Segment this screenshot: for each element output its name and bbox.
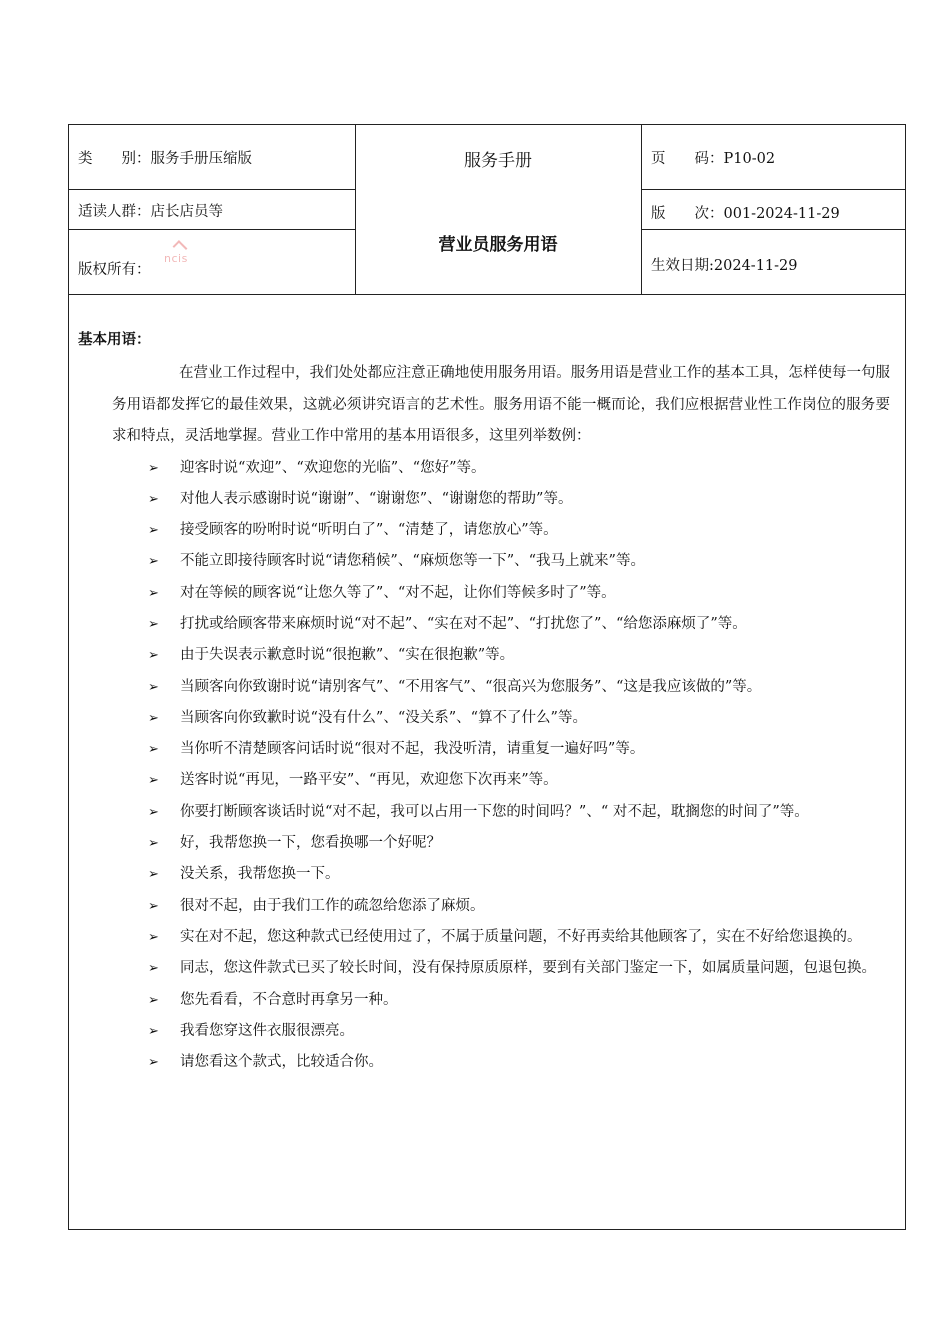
list-item (78, 672, 890, 703)
audience-field (78, 200, 223, 221)
bullet-arrow-icon: ➢ (148, 679, 159, 695)
list-item-text: 同志，您这件款式已买了较长时间，没有保持原质原样，要到有关部门鉴定一下，如属质量问题，包退包换。 (180, 960, 876, 977)
category-value: 服务手册压缩版 (150, 151, 252, 167)
copyright-field (78, 258, 151, 279)
document-subtitle: 营业员服务用语 (438, 235, 558, 255)
version-label: 版 次： (651, 206, 724, 222)
list-item (78, 797, 890, 828)
list-item-text: 当顾客向你致歉时说“没有什么”、“没关系”、“算不了什么”等。 (180, 709, 587, 726)
bullet-arrow-icon: ➢ (148, 710, 159, 726)
list-item-text: 接受顾客的吩咐时说“听明白了”、“清楚了，请您放心”等。 (180, 522, 558, 539)
list-item-text: 对在等候的顾客说“让您久等了”、“对不起，让你们等候多时了”等。 (180, 584, 616, 601)
effective-value: 2024-11-29 (713, 258, 798, 274)
list-item-text: 你要打断顾客谈话时说“对不起，我可以占用一下您的时间吗？”、“ 对不起，耽搁您的时间了”等。 (180, 803, 809, 820)
list-item-text: 很对不起，由于我们工作的疏忽给您添了麻烦。 (180, 897, 485, 914)
company-logo (164, 243, 188, 265)
list-item (78, 453, 890, 484)
bullet-arrow-icon: ➢ (148, 804, 159, 820)
list-item (78, 609, 890, 640)
bullet-arrow-icon: ➢ (148, 1023, 159, 1039)
list-item (78, 546, 890, 577)
list-item (78, 578, 890, 609)
list-item (78, 953, 890, 984)
bullet-arrow-icon: ➢ (148, 616, 159, 632)
bullet-arrow-icon: ➢ (148, 773, 159, 789)
bullet-arrow-icon: ➢ (148, 585, 159, 601)
phrase-list (78, 453, 890, 1079)
bullet-arrow-icon: ➢ (148, 742, 159, 758)
bullet-arrow-icon: ➢ (148, 460, 159, 476)
audience-label: 适读人群： (78, 204, 151, 220)
list-item (78, 828, 890, 859)
audience-value: 店长店员等 (150, 204, 223, 220)
bullet-arrow-icon: ➢ (148, 836, 159, 852)
bullet-arrow-icon: ➢ (148, 554, 159, 570)
list-item (78, 985, 890, 1016)
bullet-arrow-icon: ➢ (148, 992, 159, 1008)
page-value: P10-02 (723, 151, 776, 167)
logo-text: ncis (164, 252, 188, 265)
bullet-arrow-icon: ➢ (148, 929, 159, 945)
header-col-divider-2 (641, 125, 642, 294)
list-item-text: 我看您穿这件衣服很漂亮。 (180, 1022, 354, 1039)
header-rule-2b (641, 229, 906, 230)
category-field (78, 147, 252, 168)
list-item (78, 515, 890, 546)
list-item-text: 送客时说“再见，一路平安”、“再见，欢迎您下次再来”等。 (180, 772, 558, 789)
list-item (78, 640, 890, 671)
bullet-arrow-icon: ➢ (148, 867, 159, 883)
version-value: 001-2024-11-29 (723, 206, 840, 222)
bullet-arrow-icon: ➢ (148, 1055, 159, 1071)
list-item (78, 1016, 890, 1047)
list-item-text: 好，我帮您换一下，您看换哪一个好呢？ (180, 835, 441, 852)
list-item (78, 484, 890, 515)
section-title: 基本用语： (78, 332, 151, 348)
bullet-arrow-icon: ➢ (148, 961, 159, 977)
list-item (78, 765, 890, 796)
bullet-arrow-icon: ➢ (148, 491, 159, 507)
list-item (78, 734, 890, 765)
intro-paragraph: 在营业工作过程中，我们处处都应注意正确地使用服务用语。服务用语是营业工作的基本工具，怎样使每一句服务用语都发挥它的最佳效果，这就必须讲究语言的艺术性。服务用语不能一概而论，我们应根据营业性工作岗位的服务要求和特点，灵活地掌握。营业工作中常用的基本用语很多，这里列举数例： (112, 365, 890, 444)
list-item-text: 当你听不清楚顾客问话时说“很对不起，我没听清，请重复一遍好吗”等。 (180, 741, 645, 758)
list-item (78, 891, 890, 922)
list-item-text: 请您看这个款式，比较适合你。 (180, 1054, 383, 1071)
copyright-label: 版权所有： (78, 262, 151, 278)
effective-date-field (651, 254, 798, 275)
list-item-text: 对他人表示感谢时说“谢谢”、“谢谢您”、“谢谢您的帮助”等。 (180, 490, 573, 507)
header-rule-2 (69, 229, 355, 230)
page-label: 页 码： (651, 151, 724, 167)
list-item-text: 当顾客向你致谢时说“请别客气”、“不用客气”、“很高兴为您服务”、“这是我应该做的”等。 (180, 678, 762, 695)
list-item-text: 实在对不起，您这种款式已经使用过了，不属于质量问题，不好再卖给其他顾客了，实在不好给您退换的。 (180, 928, 862, 945)
effective-label: 生效日期: (651, 258, 714, 274)
header-rule-1 (69, 189, 355, 190)
page-field (651, 147, 775, 168)
document-title: 服务手册 (464, 151, 532, 171)
bullet-arrow-icon: ➢ (148, 898, 159, 914)
bullet-arrow-icon: ➢ (148, 648, 159, 664)
list-item-text: 不能立即接待顾客时说“请您稍候”、“麻烦您等一下”、“我马上就来”等。 (180, 553, 645, 570)
list-item-text: 您先看看，不合意时再拿另一种。 (180, 991, 398, 1008)
list-item (78, 859, 890, 890)
list-item (78, 703, 890, 734)
version-field (651, 202, 840, 223)
header-bottom-rule (69, 294, 906, 295)
content-body (78, 328, 890, 1078)
list-item-text: 没关系，我帮您换一下。 (180, 866, 340, 883)
list-item-text: 由于失误表示歉意时说“很抱歉”、“实在很抱歉”等。 (180, 647, 515, 664)
bullet-arrow-icon: ➢ (148, 523, 159, 539)
list-item-text: 迎客时说“欢迎”、“欢迎您的光临”、“您好”等。 (180, 459, 486, 476)
list-item (78, 922, 890, 953)
category-label: 类 别： (78, 151, 151, 167)
header-rule-1b (641, 189, 906, 190)
list-item-text: 打扰或给顾客带来麻烦时说“对不起”、“实在对不起”、“打扰您了”、“给您添麻烦了”等。 (180, 615, 747, 632)
document-sheet (68, 124, 906, 1230)
list-item (78, 1047, 890, 1078)
